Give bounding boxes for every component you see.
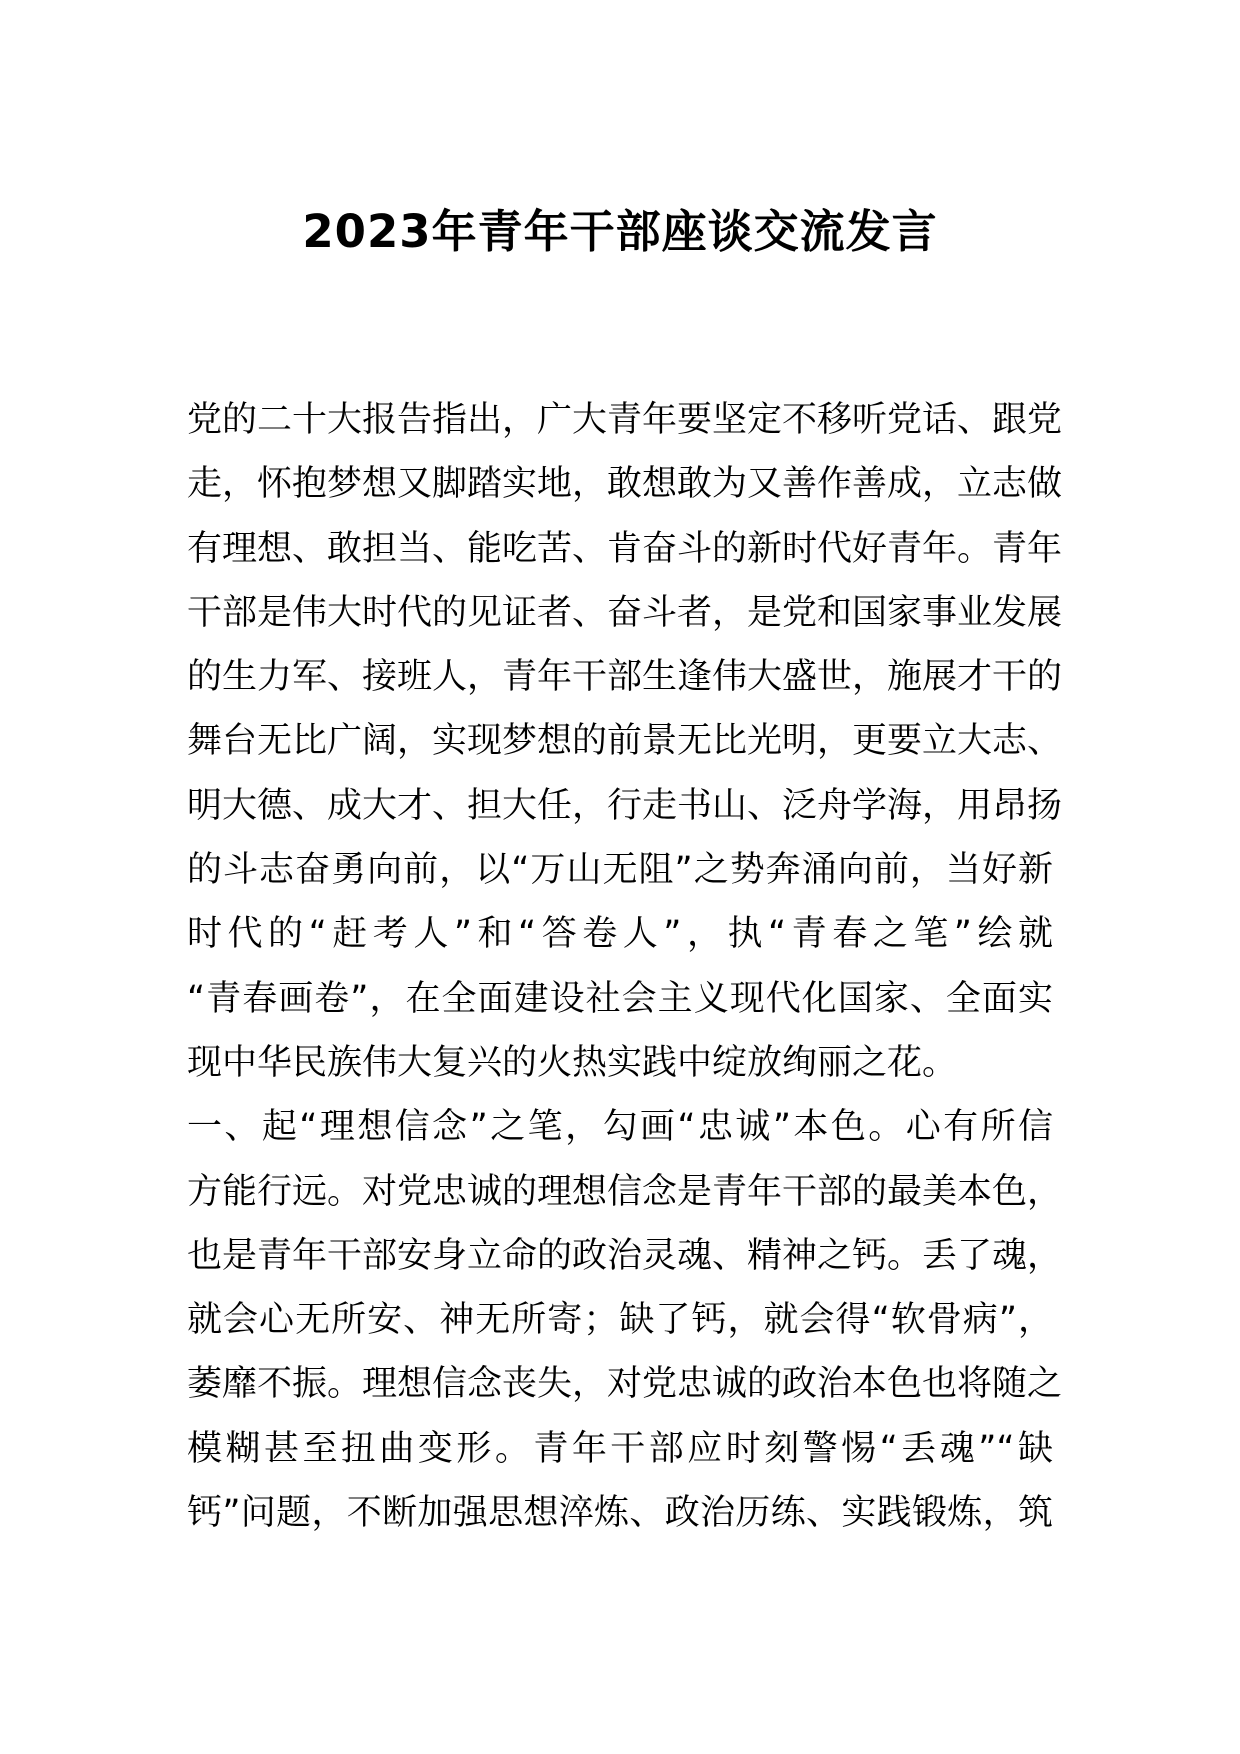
section-heading-line: 一、起“理想信念”之笔，勾画“忠诚”本色。心有所信 [187, 1107, 1053, 1148]
body-line: 萎靡不振。理想信念丧失，对党忠诚的政治本色也将随之 [187, 1364, 1063, 1405]
body-line: 就会心无所安、神无所寄；缺了钙，就会得“软骨病”， [187, 1300, 1053, 1341]
body-line: 明大德、成大才、担大任，行走书山、泛舟学海，用昂扬 [187, 785, 1063, 826]
body-line: 也是青年干部安身立命的政治灵魂、精神之钙。丢了魂， [187, 1235, 1063, 1276]
document-body [187, 388, 1063, 1545]
body-line: 钙”问题，不断加强思想淬炼、政治历练、实践锻炼，筑 [187, 1493, 1053, 1534]
body-line: 时代的“赶考人”和“答卷人”，执“青春之笔”绘就 [187, 914, 1053, 955]
body-line: 现中华民族伟大复兴的火热实践中绽放绚丽之花。 [187, 1042, 958, 1083]
body-line: 模糊甚至扭曲变形。青年干部应时刻警惕“丢魂”“缺 [187, 1428, 1053, 1469]
body-line: 党的二十大报告指出，广大青年要坚定不移听党话、跟党 [187, 400, 1063, 440]
body-line: 走，怀抱梦想又脚踏实地，敢想敢为又善作善成，立志做 [187, 464, 1063, 505]
body-line: 的生力军、接班人，青年干部生逢伟大盛世，施展才干的 [187, 657, 1063, 698]
body-line: 方能行远。对党忠诚的理想信念是青年干部的最美本色， [187, 1171, 1063, 1212]
document-title: 2023年青年干部座谈交流发言 [302, 205, 938, 258]
body-line: 干部是伟大时代的见证者、奋斗者，是党和国家事业发展 [187, 592, 1063, 633]
body-line: 舞台无比广阔，实现梦想的前景无比光明，更要立大志、 [187, 721, 1063, 762]
body-line: “青春画卷”，在全面建设社会主义现代化国家、全面实 [187, 978, 1053, 1019]
body-line: 有理想、敢担当、能吃苦、肯奋斗的新时代好青年。青年 [187, 528, 1063, 569]
body-line: 的斗志奋勇向前，以“万山无阻”之势奔涌向前，当好新 [187, 850, 1053, 891]
